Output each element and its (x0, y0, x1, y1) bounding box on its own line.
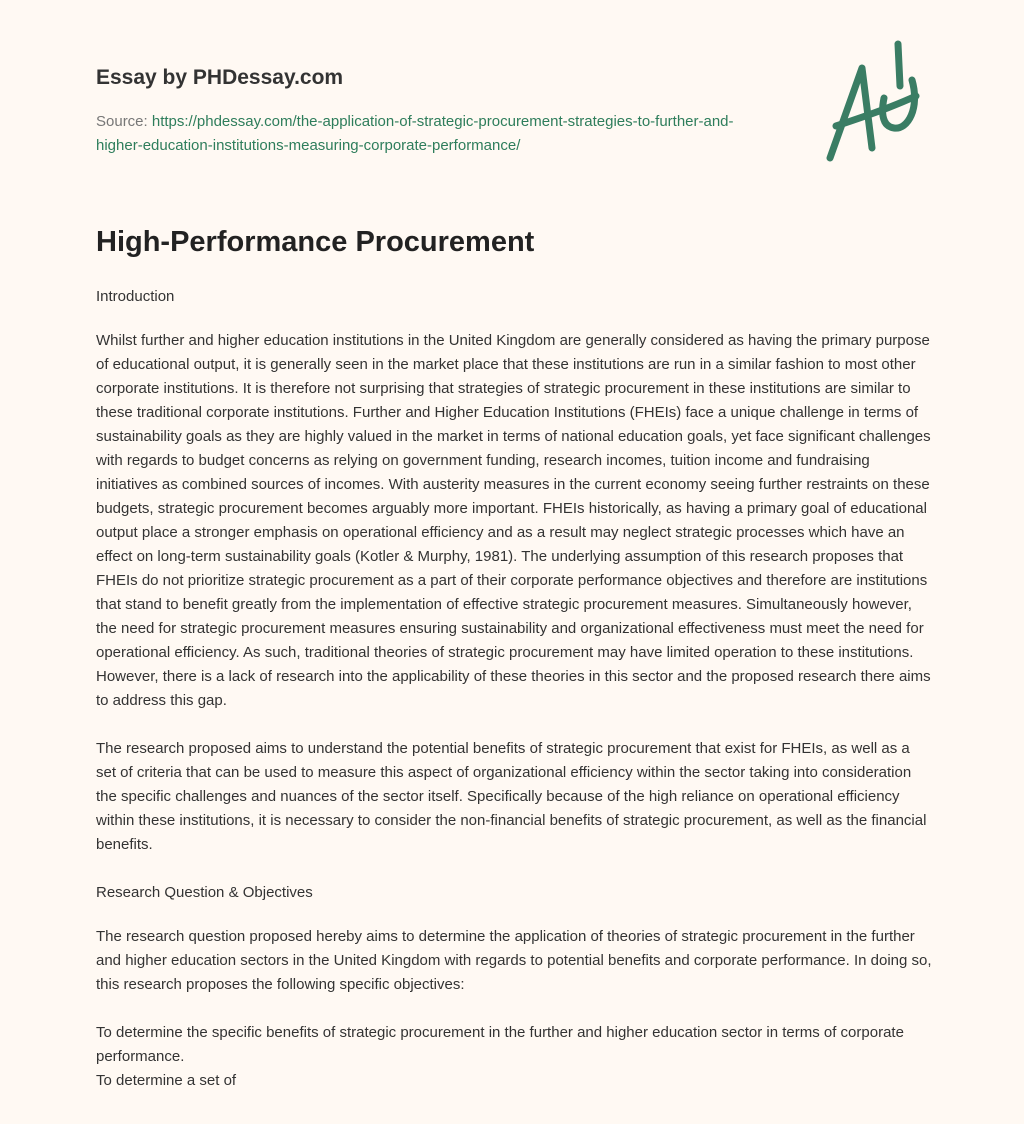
paragraph: Whilst further and higher education institutions in the United Kingdom are generally considered as having the primary purpose of educational output, it is generally seen in the market place that these institutions are run in a similar fashion to most other corporate institutions. It is therefore not surprising that strategies of strategic procurement in these institutions are similar to these traditional corporate institutions. Further and Higher Education Institutions (FHEIs) face a unique challenge in terms of sustainability goals as they are highly valued in the market in terms of national education goals, yet face significant challenges with regards to budget concerns as relying on government funding, research incomes, tuition income and fundraising initiatives as combined sources of incomes. With austerity measures in the current economy seeing further restraints on these budgets, strategic procurement becomes arguably more important. FHEIs historically, as having a primary goal of educational output place a stronger emphasis on operational efficiency and as a result may neglect strategic processes which have an effect on long-term sustainability goals (Kotler & Murphy, 1981). The underlying assumption of this research proposes that FHEIs do not prioritize strategic procurement as a part of their corporate performance objectives and therefore are institutions that stand to benefit greatly from the implementation of effective strategic procurement measures. Simultaneously however, the need for strategic procurement measures ensuring sustainability and organizational effectiveness must meet the need for operational efficiency. As such, traditional theories of strategic procurement may have limited operation to these institutions. However, there is a lack of research into the applicability of these theories in this sector and the proposed research there aims to address this gap. (96, 332, 931, 709)
section-heading: Research Question & Objectives (96, 884, 313, 901)
site-brand: Essay by PHDessay.com (96, 66, 344, 89)
source-label: Source: (96, 113, 152, 130)
objective-item: To determine a set of (96, 1072, 237, 1089)
source-link[interactable]: https://phdessay.com/the-application-of-strategic-procurement-strategies-to-further-and-higher-education-institutions-measuring-corporate-performance/ (96, 113, 734, 154)
article-title: High-Performance Procurement (96, 226, 535, 258)
objective-item: To determine the specific benefits of strategic procurement in the further and higher education sector in terms of corporate performance. (96, 1024, 904, 1065)
paragraph: The research question proposed hereby aims to determine the application of theories of strategic procurement in the further and higher education sectors in the United Kingdom with regards to potential benefits and corporate performance. In doing so, this research proposes the following specific objectives: (96, 928, 932, 993)
paragraph: The research proposed aims to understand the potential benefits of strategic procurement that exist for FHEIs, as well as a set of criteria that can be used to measure this aspect of organizational efficiency within the sector taking into consideration the specific challenges and nuances of the sector itself. Specifically because of the high reliance on operational efficiency within these institutions, it is necessary to consider the non-financial benefits of strategic procurement, as well as the financial benefits. (96, 740, 927, 853)
article-body (96, 285, 932, 1093)
section-heading: Introduction (96, 288, 175, 305)
source-line (96, 110, 776, 158)
a-plus-logo (820, 38, 930, 168)
